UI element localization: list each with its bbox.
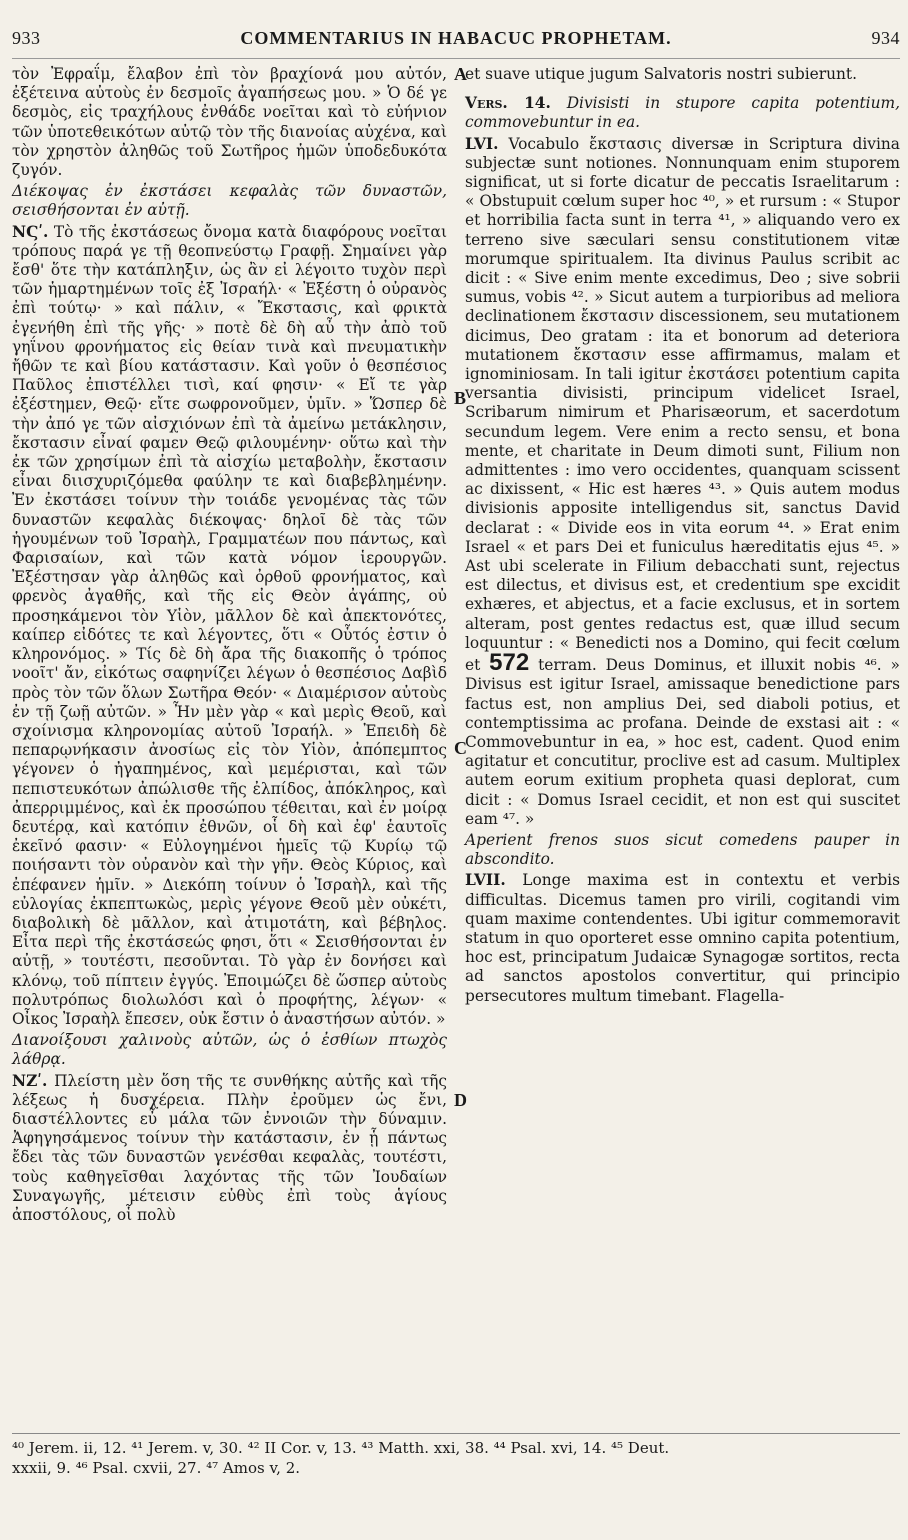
latin-section-57-number: LVII. [465,871,506,890]
footnotes-line-1: ⁴⁰ Jerem. ii, 12. ⁴¹ Jerem. v, 30. ⁴² II Cor. v, 13. ⁴³ Matth. xxi, 38. ⁴⁴ Psal. xvi, 14. ⁴⁵ Deut. [12,1439,670,1457]
right-page-number: 934 [871,28,900,48]
latin-section-57-text: Longe maxima est in contextu et verbis difficultas. Dicemus tamen pro virili, cogitandi vim quam maxime contendentes. Ubi igitur commemoravit statum in quo oporteret esse omnino capita potentium, hoc est, principatum Judaicæ Synagogæ sortitos, recta ad sanctos apostolos convertitur, qui principio persecutores multum timebant. Flagella- [465,871,900,1005]
latin-verse-14-label: Vers. 14. [465,94,551,113]
latin-section-56-text-b: terram. Deus Dominus, et illuxit nobis ⁴⁶. » Divisus est igitur Israel, amissaque benedictione pars factus est, non amplius Dei, sed diaboli potius, et contemptissima ac profana. Deinde de exstasi ait : « Commovebuntur in ea, » hoc est, cadent. Quod enim agitatur et concutitur, proclive est ad casum. Multiplex autem eorum exitium propheta quasi deplorat, cum dicit : « Domus Israel cecidit, et non est qui suscitet eam ⁴⁷. » [465,656,900,828]
latin-verse-aperient: Aperient frenos suos sicut comedens pauper in abscondito. [465,830,900,869]
latin-section-56-number: LVI. [465,134,499,153]
latin-column [465,65,900,1225]
greek-section-56 [12,223,447,1030]
left-page-number: 933 [12,28,41,48]
greek-section-56-text: Τὸ τῆς ἐκστάσεως ὄνομα κατὰ διαφόρους νοεῖται τρόπους παρά γε τῇ θεοπνεύστῳ Γραφῇ. Σημαίνει γὰρ ἔσθ' ὅτε τὴν κατάπληξιν, ὡς ἂν εἰ λέγοιτο τυχὸν περὶ τῶν ἡμαρτημένων τοῖς ἐξ Ἰσραήλ· « Ἐξέστη ὁ οὐρανὸς ἐπὶ τούτῳ· » καὶ πάλιν, « Ἔκστασις, καὶ φρικτὰ ἐγενήθη ἐπὶ τῆς γῆς· » ποτὲ δὲ δὴ αὖ τὴν ἀπὸ τοῦ γηΐνου φρονήματος εἰς θείαν τινὰ καὶ πνευματικὴν ἤθῶν τε καὶ βίου κατάστασιν. Καὶ γοῦν ὁ θεσπέσιος Παῦλος ἐπιστέλλει τισὶ, καί φησιν· « Εἴ τε γὰρ ἐξέστημεν, Θεῷ· εἴτε σωφρονοῦμεν, ὑμῖν. » Ὥσπερ δὲ τὴν ἀπό γε τῶν αἰσχιόνων ἐπὶ τὰ ἀμείνω μετάκλησιν, ἔκστασιν εἶναί φαμεν Θεῷ φιλουμένην· οὕτω καὶ τὴν ἐκ τῶν χρησίμων ἐπὶ τὰ αἰσχίω μεταβολὴν, ἔκστασιν εἶναι διισχυριζόμεθα φαύλην τε καὶ διαβεβλημένην. Ἐν ἐκστάσει τοίνυν τὴν τοιάδε γενομένας τὰς τῶν δυναστῶν κεφαλὰς διέκοψας· δηλοῖ δὲ τὰς τῶν ἡγουμένων τοῦ Ἰσραὴλ, Γραμματέων που πάντως, καὶ Φαρισαίων, καὶ τῶν κατὰ νόμον ἱερουργῶν. Ἐξέστησαν γὰρ ἀληθῶς καὶ ὀρθοῦ φρονήματος, καὶ φρενὸς ἀγαθῆς, καὶ τῆς εἰς Θεὸν ἀγάπης, οὐ προσηκάμενοι τὸν Υἱὸν, μᾶλλον δὲ καὶ ἀπεκτονότες, καίπερ εἰδότες τε καὶ λέγοντες, ὅτι « Οὗτός ἐστιν ὁ κληρονόμος. » Τίς δὲ δὴ ἄρα τῆς διακοπῆς ὁ τρόπος νοοῖτ' ἄν, εἰκότως σαφηνίζει λέγων ὁ θεσπέσιος Δαβὶδ πρὸς τὸν τῶν ὅλων Σωτῆρα Θεόν· « Διαμέρισον αὐτοὺς ἐν τῇ ζωῇ αὐτῶν. » Ἦν μὲν γὰρ « καὶ μερὶς Θεοῦ, καὶ σχοίνισμα κληρονομίας αὐτοῦ Ἰσραήλ. » Ἐπειδὴ δὲ πεπαρῳνήκασιν ἀνοσίως εἰς τὸν Υἱὸν, ἀπόπεμπτος γέγονεν ὁ ἠγαπημένος, καὶ μεμέρισται, καὶ τῶν πεπιστευκότων ἀπώλισθε τῆς ἐλπίδος, ἀπόκληρος, καὶ ἀπερριμμένος, καὶ ἐκ προσώπου τέθειται, καὶ ἐν μοίρᾳ δευτέρᾳ, καὶ κατόπιν ἐθνῶν, οἷ δὴ καὶ ἐφ' ἑαυτοῖς ἐκεῖνό φασιν· « Εὐλογημένοι ἡμεῖς τῷ Κυρίῳ τῷ ποιήσαντι τὸν οὐρανὸν καὶ τὴν γῆν. Θεὸς Κύριος, καὶ ἐπέφανεν ἡμῖν. » Διεκόπη τοίνυν ὁ Ἰσραὴλ, καὶ τῆς εὐλογίας ἐκπεπτωκὼς, μερὶς γέγονε Θεοῦ μὲν οὐκέτι, διαβολικὴ δὲ μᾶλλον, καὶ ἀτιμοτάτη, καὶ βέβηλος. Εἶτα περὶ τῆς ἐκστάσεώς φησι, ὅτι « Σεισθήσονται ἐν αὐτῇ, » τουτέστι, πεσοῦνται. Τὸ γὰρ ἐν δονήσει καὶ κλόνῳ, τοῦ πίπτειν ἐγγύς. Ἐποιμώζει δὲ ὥσπερ αὐτοὺς πολυτρόπως διολωλόσι καὶ ὁ προφήτης, λέγων· « Οἶκος Ἰσραὴλ ἔπεσεν, οὐκ ἔστιν ὁ ἀναστήσων αὐτόν. » [12,222,447,1028]
footnotes [12,1433,900,1478]
latin-verse-14 [465,94,900,132]
latin-verse-14-text: Divisisti in stupore capita potentium, commovebuntur in ea. [465,94,900,132]
margin-marker-d: D [454,1090,467,1110]
latin-section-56-text-a: Vocabulo ἔκστασις diversæ in Scriptura divina subjectæ sunt notiones. Nonnunquam enim stuporem significat, ut si forte dicatur de peccatis Israelitarum : « Obstupuit cœlum super hoc ⁴⁰, » et rursum : « Stupor et horribilia facta sunt in terra ⁴¹, » aliquando vero ex terreno sive sæculari sensu constitutionem vitæ morumque spiritualem. Ita divinus Paulus scribit ac dicit : « Sive enim mente excedimus, Deo ; sive sobrii sumus, vobis ⁴². » Sicut autem a turpioribus ad meliora declinationem ἔκστασιν discessionem, seu mutationem dicimus, Deo gratam : ita et bonorum ad deteriora mutationem ἔκστασιν esse affirmamus, malam et ignominiosam. In tali igitur ἐκστάσει potentium capita versantia divisisti, principum videlicet Israel, Scribarum nimirum et Pharisæorum, et sacerdotum secundum legem. Vere enim a recto sensu, et bona mente, et charitate in Deum dimoti sunt, Filium non admittentes : imo vero occidentes, quanquam scissent ac dixissent, « Hic est hæres ⁴³. » Quis autem modus divisionis apposite intelligendus sit, sanctus David declarat : « Divide eos in vita eorum ⁴⁴. » Erat enim Israel « et pars Dei et funiculus hæreditatis ejus ⁴⁵. » Ast ubi scelerate in Filium debacchati sunt, rejectus est dilectus, et divisus est, et credentium spe excidit exhæres, et abjectus, et a facie exclusus, et in sortem alteram, post gentes redactus est, quæ illud secum loquuntur : « Benedicti nos a Domino, qui fecit cœlum et [465,134,900,675]
two-column-body [12,65,900,1225]
greek-section-57-text: Πλείστη μὲν ὅση τῆς τε συνθήκης αὐτῆς καὶ τῆς λέξεως ἡ δυσχέρεια. Πλὴν ἐροῦμεν ὡς ἔνι, διαστέλλοντες εὖ μάλα τῶν ἐννοιῶν τὴν δύναμιν. Ἀφηγησάμενος τοίνυν τὴν κατάστασιν, ἐν ᾗ πάντως ἔδει τὰς τῶν δυναστῶν γενέσθαι κεφαλὰς, τουτέστι, τοὺς καθηγεῖσθαι λαχόντας τῆς τῶν Ἰουδαίων Συναγωγῆς, μέτεισιν εὐθὺς ἐπὶ τοὺς ἁγίους ἀποστόλους, οἷ πολὺ [12,1071,447,1224]
margin-marker-b: B [454,388,467,408]
greek-section-57-number: ΝΖʹ. [12,1071,48,1090]
page [12,28,900,1528]
greek-section-56-number: ΝϚʹ. [12,222,49,241]
latin-intro: et suave utique jugum Salvatoris nostri subierunt. [465,65,858,83]
column-number-572: 572 [489,649,530,677]
latin-section-57 [465,871,900,1005]
latin-section-56 [465,135,900,829]
greek-section-57 [12,1072,447,1226]
margin-marker-a: A [454,64,467,84]
greek-verse-aperient: Διανοίξουσι χαλινοὺς αὐτῶν, ὡς ὁ ἐσθίων πτωχὸς λάθρᾳ. [12,1031,447,1069]
footnotes-line-2: xxxii, 9. ⁴⁶ Psal. cxvii, 27. ⁴⁷ Amos v, 2. [12,1459,301,1477]
running-title: COMMENTARIUS IN HABACUC PROPHETAM. [240,28,672,48]
greek-column [12,65,447,1225]
running-header [12,28,900,59]
greek-intro: τὸν Ἐφραΐμ, ἔλαβον ἐπὶ τὸν βραχίονά μου αὐτόν, ἐξέτεινα αὐτοὺς ἐν δεσμοῖς ἀγαπήσεως μου. » Ὁ δέ γε δεσμὸς, εἰς τραχήλους ἐνθάδε νοεῖται καὶ τὸ εὐήνιον τῶν ὑποτεθεικότων αὐτῷ τὸν τῆς διανοίας αὐχένα, καὶ τὸν χρηστὸν ἀληθῶς τοῦ Σωτῆρος ἡμῶν ὑποδεδυκότα ζυγόν. [12,65,447,180]
greek-verse-14: Διέκοψας ἐν ἐκστάσει κεφαλὰς τῶν δυναστῶν, σεισθήσονται ἐν αὐτῇ. [12,182,447,220]
margin-marker-c: C [454,738,467,758]
